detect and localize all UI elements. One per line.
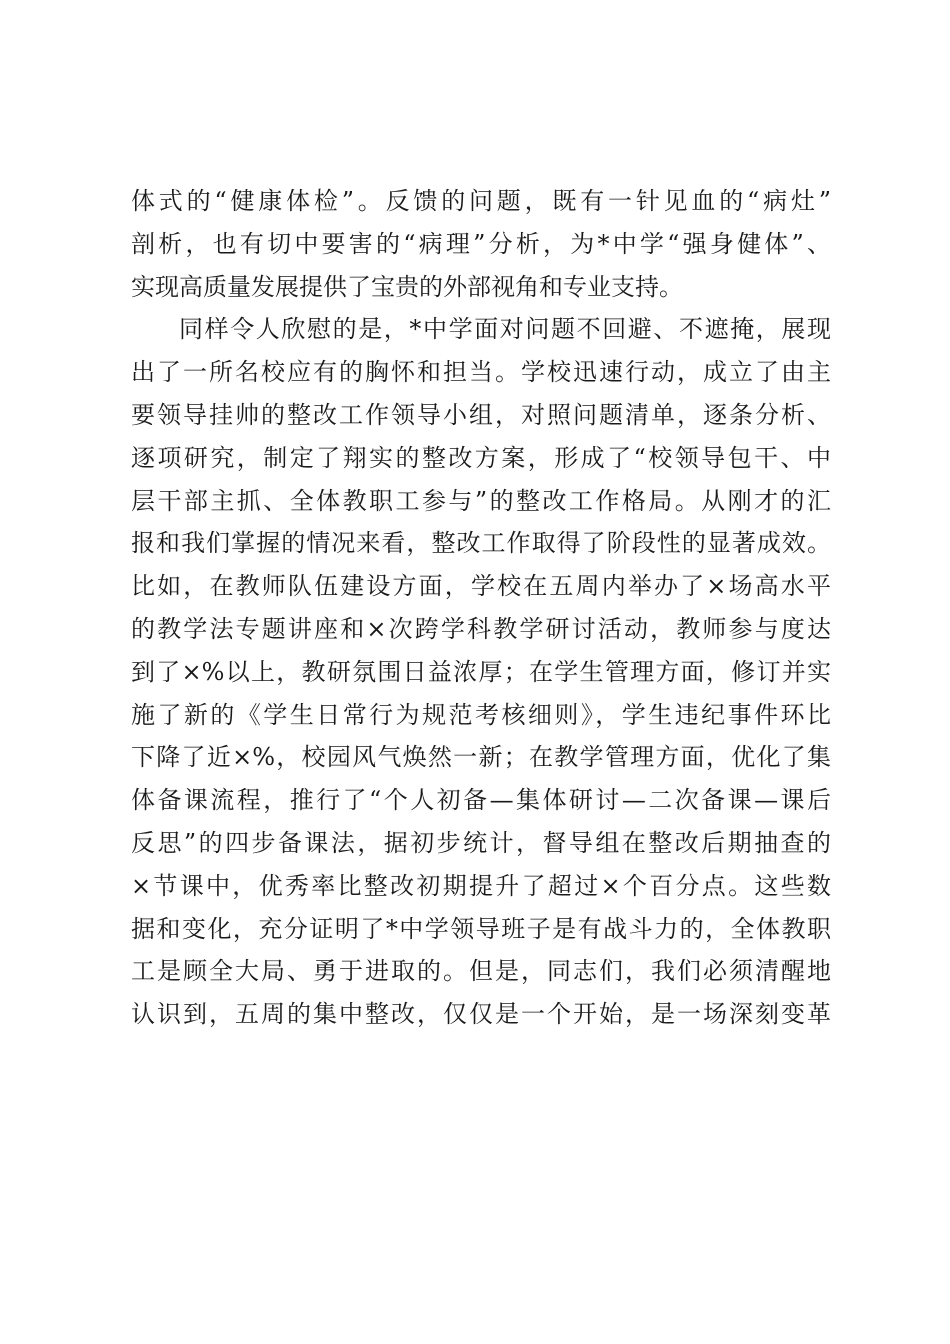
- paragraph-line: 的教学法专题讲座和×次跨学科教学研讨活动，教师参与度达: [131, 614, 831, 643]
- paragraph-line: 据和变化，充分证明了*中学领导班子是有战斗力的，全体教职: [131, 914, 831, 943]
- paragraph-line: 工是顾全大局、勇于进取的。但是，同志们，我们必须清醒地: [131, 957, 831, 986]
- paragraph-line: 下降了近×%，校园风气焕然一新；在教学管理方面，优化了集: [131, 743, 831, 772]
- paragraph-line: 反思”的四步备课法，据初步统计，督导组在整改后期抽查的: [131, 828, 831, 857]
- paragraph-line: 体式的“健康体检”。反馈的问题，既有一针见血的“病灶”: [131, 187, 831, 215]
- paragraph-line: 体备课流程，推行了“个人初备—集体研讨—二次备课—课后: [131, 786, 831, 815]
- paragraph-1: [131, 180, 831, 308]
- paragraph-line: 报和我们掌握的情况来看，整改工作取得了阶段性的显著成效。: [131, 529, 831, 558]
- paragraph-line: 出了一所名校应有的胸怀和担当。学校迅速行动，成立了由主: [131, 358, 831, 387]
- paragraph-line: 逐项研究，制定了翔实的整改方案，形成了“校领导包干、中: [131, 443, 831, 472]
- paragraph-line: 剖析，也有切中要害的“病理”分析，为*中学“强身健体”、: [131, 229, 831, 258]
- document-body: [131, 180, 831, 1036]
- paragraph-line: 认识到，五周的集中整改，仅仅是一个开始，是一场深刻变革: [131, 1000, 831, 1029]
- paragraph-line: 要领导挂帅的整改工作领导小组，对照问题清单，逐条分析、: [131, 400, 831, 429]
- paragraph-line: ×节课中，优秀率比整改初期提升了超过×个百分点。这些数: [131, 871, 831, 900]
- paragraph-line: 同样令人欣慰的是，*中学面对问题不回避、不遮掩，展现: [179, 315, 831, 344]
- paragraph-2: [131, 308, 831, 1036]
- paragraph-line: 施了新的《学生日常行为规范考核细则》，学生违纪事件环比: [131, 700, 831, 729]
- paragraph-line: 层干部主抓、全体教职工参与”的整改工作格局。从刚才的汇: [131, 486, 831, 515]
- paragraph-line: 比如，在教师队伍建设方面，学校在五周内举办了×场高水平: [131, 572, 831, 601]
- paragraph-line: 到了×%以上，教研氛围日益浓厚；在学生管理方面，修订并实: [131, 657, 831, 686]
- paragraph-line: 实现高质量发展提供了宝贵的外部视角和专业支持。: [131, 272, 683, 301]
